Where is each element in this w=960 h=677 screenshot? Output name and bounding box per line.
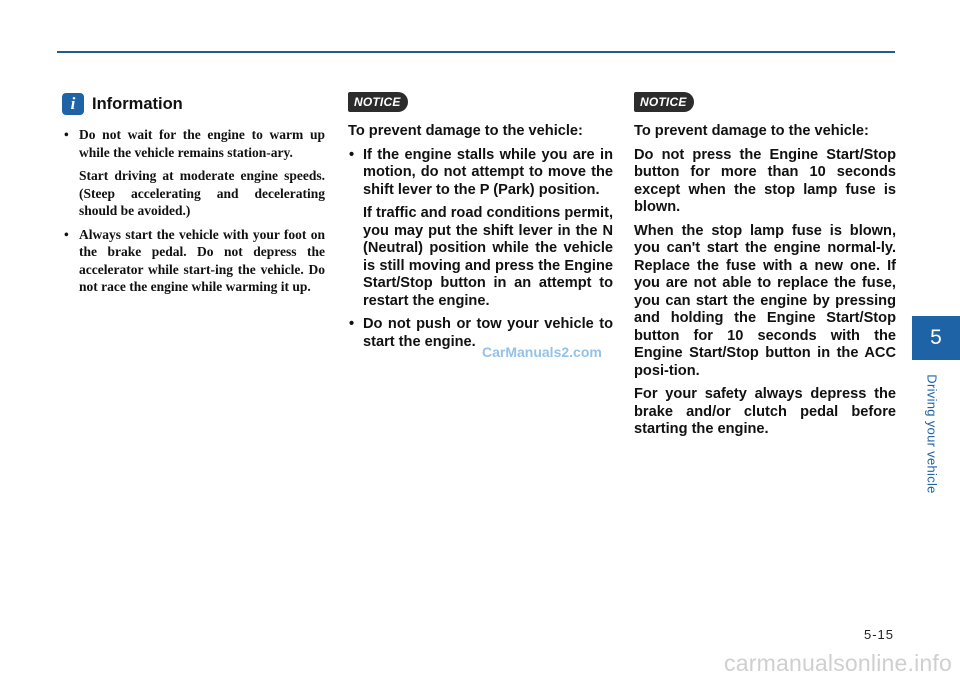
notice-paragraph: If traffic and road conditions permit, you may put the shift lever in the N (Neutral) position while the vehicle is still moving and press the Engine Start/Stop button in an attempt to restart the engine. [363, 205, 613, 309]
footer-watermark: carmanualsonline.info [724, 650, 952, 676]
chapter-title-text: Driving your vehicle [924, 374, 940, 494]
information-paragraph: Start driving at moderate engine speeds. (Steep accelerating and decelerating should be avoided.) [79, 168, 325, 218]
notice-heading: To prevent damage to the vehicle: [634, 123, 869, 139]
notice-paragraph: Do not press the Engine Start/Stop button for more than 10 seconds except when the stop lamp fuse is blown. [634, 146, 896, 215]
notice-section-1 [348, 92, 613, 357]
notice-paragraph: When the stop lamp fuse is blown, you can't start the engine normal-ly. Replace the fuse with a new one. If you are not able to replace the fuse, you can start the engine by pressing and holding the Engine Start/Stop button for 10 seconds with the Engine Start/Stop button in the ACC posi-tion. [634, 222, 896, 379]
information-header [62, 92, 325, 116]
information-paragraph: • Always start the vehicle with your foot on the brake pedal. Do not depress the accelerator while start-ing the vehicle. Do not race the engine while warming it up. [79, 226, 325, 294]
notice-badge: NOTICE [348, 92, 408, 112]
information-list [62, 126, 325, 296]
chapter-number-tab: 5 [912, 316, 960, 360]
notice-list [348, 147, 613, 352]
notice-badge: NOTICE [634, 92, 694, 112]
information-title: Information [92, 94, 183, 113]
notice-paragraph: • Do not push or tow your vehicle to start the engine. [363, 316, 613, 350]
information-item [62, 226, 325, 296]
information-item [62, 126, 325, 220]
notice-body [634, 123, 896, 439]
notice-paragraph: For your safety always depress the brake and/or clutch pedal before starting the engine. [634, 386, 896, 437]
notice-section-2 [634, 92, 896, 445]
page-number: 5-15 [863, 627, 894, 642]
notice-heading: To prevent damage to the vehicle: [348, 123, 583, 139]
chapter-title [924, 370, 940, 498]
header-rule [57, 51, 895, 53]
watermark-text: CarManuals2.com [482, 344, 602, 360]
info-icon: i [62, 93, 84, 115]
notice-paragraph: • If the engine stalls while you are in motion, do not attempt to move the shift lever to the P (Park) position. [363, 146, 613, 198]
notice-body [348, 123, 613, 351]
notice-item [348, 147, 613, 311]
information-section [62, 92, 325, 302]
information-paragraph: • Do not wait for the engine to warm up while the vehicle remains station-ary. [79, 127, 325, 160]
